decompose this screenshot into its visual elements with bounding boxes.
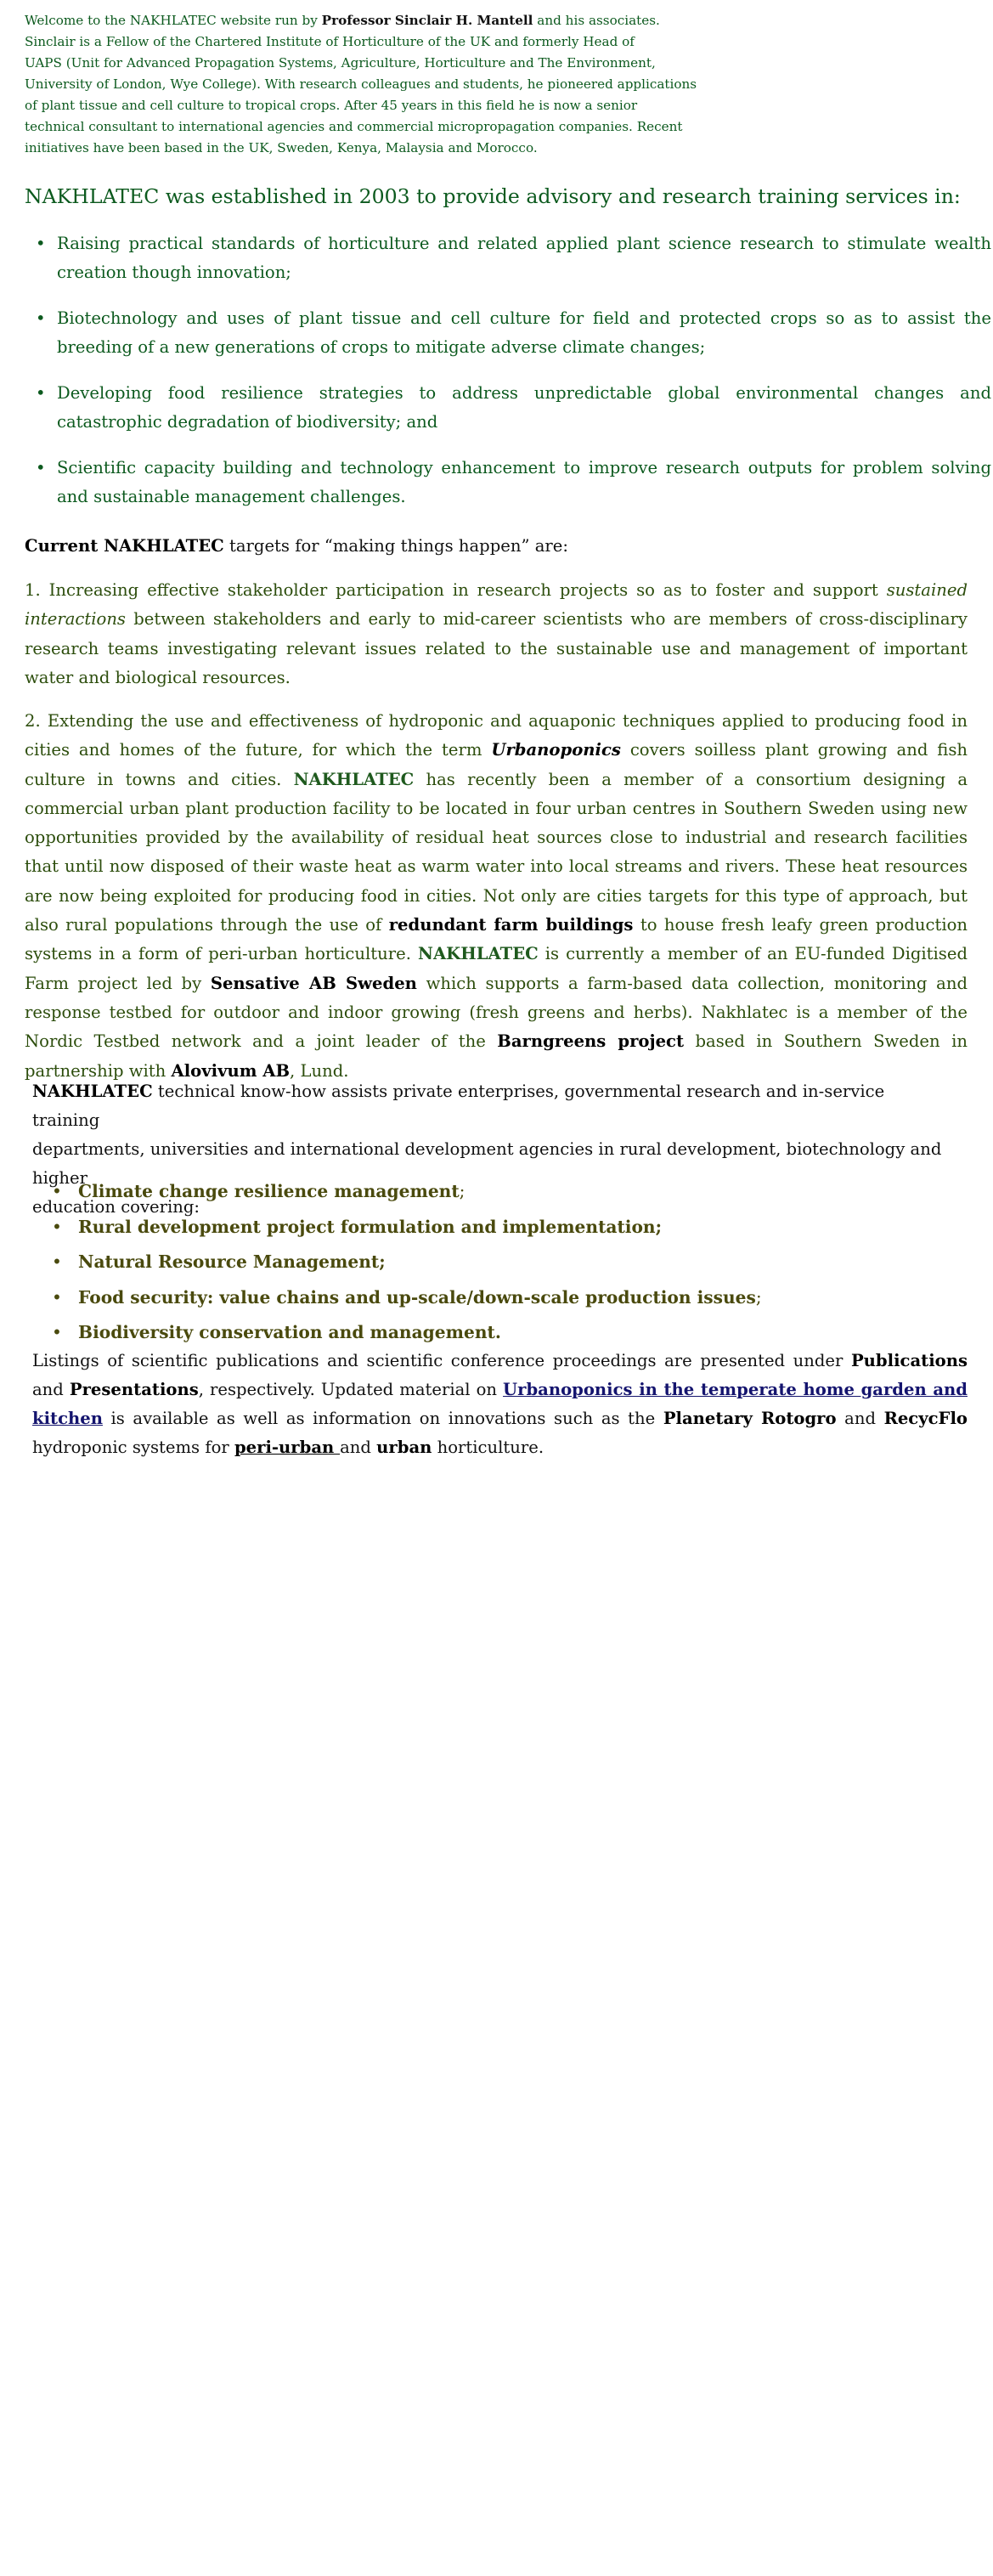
intro-text: and his associates. — [533, 13, 660, 28]
presentations-label: Presentations — [69, 1380, 199, 1399]
coverage-text: Food security: value chains and up-scale/down-scale production issues — [78, 1286, 756, 1308]
service-item: • Developing food resilience strategies to address unpredictable global environmental changes and catastrophic degradation of biodiversity; and — [25, 379, 991, 437]
item-emphasis: sustained interactions — [25, 580, 968, 630]
listings-paragraph — [32, 1347, 968, 1462]
item-text: which supports a farm-based data collection, monitoring and response testbed for outdoor and indoor growing (fresh greens and herbs). Nakhlatec is a member of the Nordic Testbed network and a joint leader of the — [25, 973, 968, 1052]
target-item-1 — [25, 576, 968, 692]
target-item-2 — [25, 707, 968, 1086]
urban-term: urban — [376, 1438, 432, 1457]
urbanoponics-term: Urbanoponics — [491, 740, 621, 760]
coverage-item — [32, 1210, 950, 1246]
service-item: • Raising practical standards of horticulture and related applied plant science research to stimulate wealth creation though innovation; — [25, 229, 991, 287]
listings-text: is available as well as information on innovations such as the — [102, 1409, 663, 1428]
recycflo-name: RecycFlo — [883, 1409, 968, 1428]
listings-text: hydroponic systems for — [32, 1438, 234, 1457]
peri-urban-term: peri-urban — [234, 1438, 341, 1457]
intro-text: initiatives have been based in the UK, Sweden, Kenya, Malaysia and Morocco. — [25, 140, 538, 155]
item-text: is currently a member of an EU-funded Digitised Farm project led by — [25, 944, 968, 993]
knowhow-text: technical know-how assists private enterprises, governmental research and in-service training — [32, 1082, 885, 1130]
targets-text: targets for “making things happen” are: — [223, 536, 568, 556]
listings-text: and — [836, 1409, 884, 1428]
intro-text: Sinclair is a Fellow of the Chartered Institute of Horticulture of the UK and formerly Head of — [25, 34, 635, 49]
established-heading: NAKHLATEC was established in 2003 to provide advisory and research training services in: — [25, 184, 961, 208]
coverage-item — [32, 1174, 950, 1210]
service-item: • Scientific capacity building and technology enhancement to improve research outputs for problem solving and sustainable management challenges. — [25, 454, 991, 511]
listings-text: , respectively. Updated material on — [198, 1380, 504, 1399]
intro-text: University of London, Wye College). With research colleagues and students, he pioneered applications — [25, 76, 697, 92]
listings-text: and — [340, 1438, 377, 1457]
intro-paragraph — [25, 10, 755, 159]
listings-text: horticulture. — [432, 1438, 544, 1457]
coverage-text: Climate change resilience management — [78, 1181, 460, 1201]
item-number: 2. — [25, 711, 41, 731]
publications-label: Publications — [850, 1351, 968, 1370]
coverage-tail: ; — [755, 1286, 762, 1308]
redundant-buildings: redundant farm buildings — [388, 915, 634, 935]
item-text: Increasing effective stakeholder participation in research projects so as to foster and support — [40, 580, 887, 600]
sensative-name: Sensative AB Sweden — [210, 973, 417, 993]
barngreens-name: Barngreens project — [497, 1031, 685, 1052]
item-text: between stakeholders and early to mid-career scientists who are members of cross-disciplinary research teams investigating relevant issues related to the sustainable use and management of important water and biological resources. — [25, 609, 968, 687]
knowhow-bold: NAKHLATEC — [32, 1082, 153, 1101]
nakhlatec-name: NAKHLATEC — [418, 944, 539, 964]
coverage-item — [32, 1315, 950, 1351]
intro-text: of plant tissue and cell culture to tropical crops. After 45 years in this field he is now a senior — [25, 98, 638, 113]
intro-text: technical consultant to international agencies and commercial micropropagation companies. Recent — [25, 119, 683, 134]
item-text: covers soilless plant growing and fish culture in towns and cities. — [25, 740, 968, 789]
coverage-item — [32, 1245, 950, 1280]
item-text: based in Southern Sweden in partnership with — [25, 1031, 968, 1081]
item-number: 1. — [25, 580, 41, 600]
item-text: Extending the use and effectiveness of hydroponic and aquaponic techniques applied to producing food in cities and homes of the future, for which the term — [25, 711, 968, 760]
coverage-text: Natural Resource Management; — [78, 1251, 386, 1272]
coverage-list — [32, 1174, 950, 1351]
listings-text: and — [32, 1380, 70, 1399]
rotogro-name: Planetary Rotogro — [663, 1409, 837, 1428]
targets-heading — [25, 532, 968, 561]
alovivum-name: Alovivum AB — [171, 1060, 291, 1081]
item-text: has recently been a member of a consortium designing a commercial urban plant production facility to be located in four urban centres in Southern Sweden using new opportunities provided by the availability of residual heat sources close to industrial and research facilities that until now disposed of their waste heat as warm water into local streams and rivers. These heat resources are now being exploited for producing food in cities. Not only are cities targets for this type of approach, but also rural populations through the use of — [25, 769, 968, 935]
urbanoponics-link[interactable]: Urbanoponics in the temperate home garden and kitchen — [32, 1380, 968, 1428]
intro-text: UAPS (Unit for Advanced Propagation Systems, Agriculture, Horticulture and The Environment, — [25, 55, 656, 71]
professor-name: Professor Sinclair H. Mantell — [321, 13, 533, 28]
intro-text: Welcome to the NAKHLATEC website run by — [25, 13, 322, 28]
knowhow-text: departments, universities and international development agencies in rural development, biotechnology and higher — [32, 1139, 942, 1188]
targets-bold: Current NAKHLATEC — [25, 536, 224, 556]
item-text: to house fresh leafy green production systems in a form of peri-urban horticulture. — [25, 915, 968, 964]
listings-text: Listings of scientific publications and scientific conference proceedings are presented under — [32, 1351, 851, 1370]
coverage-text: Rural development project formulation and implementation; — [78, 1216, 663, 1237]
coverage-item — [32, 1280, 950, 1316]
services-list — [25, 229, 993, 528]
service-item: • Biotechnology and uses of plant tissue and cell culture for field and protected crops so as to assist the breeding of a new generations of crops to mitigate adverse climate changes; — [25, 304, 991, 362]
coverage-text: Biodiversity conservation and management. — [78, 1322, 501, 1342]
coverage-tail: ; — [459, 1181, 465, 1201]
knowhow-text: education covering: — [32, 1197, 200, 1217]
item-text: , Lund. — [290, 1060, 349, 1081]
nakhlatec-name: NAKHLATEC — [293, 769, 415, 789]
